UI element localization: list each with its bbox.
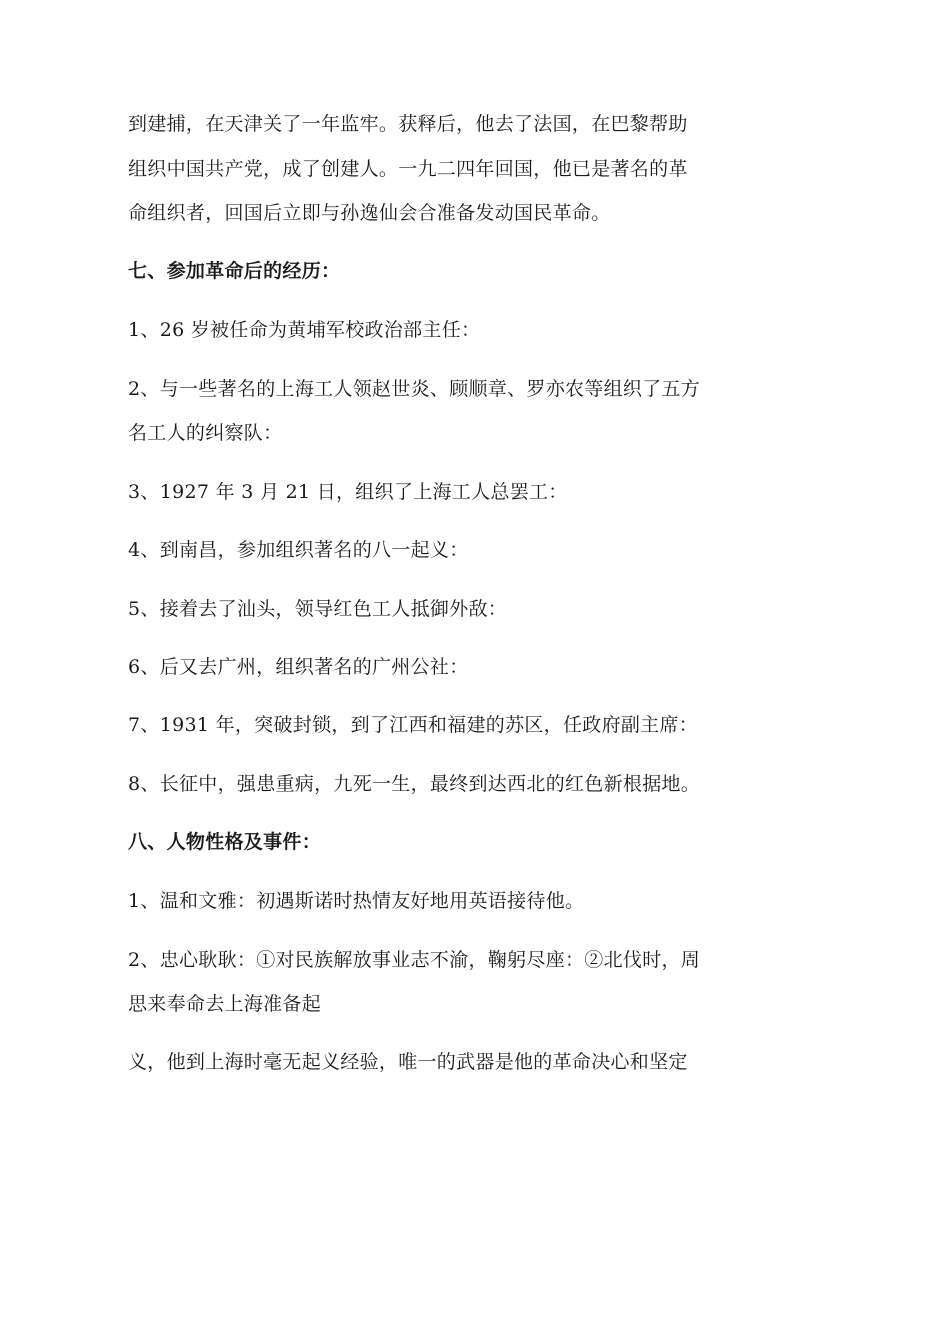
list-item: 1、温和文雅：初遇斯诺时热情友好地用英语接待他。: [128, 890, 585, 912]
list-item: 8、长征中，强患重病，九死一生，最终到达西北的红色新根据地。: [128, 773, 701, 795]
text-line: 到建捕，在天津关了一年监牢。获释后，他去了法国，在巴黎帮助: [128, 113, 688, 135]
list-item-continuation: 名工人的纠察队：: [128, 422, 283, 444]
list-item: 4、到南昌，参加组织著名的八一起义：: [128, 539, 469, 561]
list-item: 7、1931 年，突破封锁，到了江西和福建的苏区，任政府副主席：: [128, 714, 699, 736]
list-item-continuation: 义，他到上海时毫无起义经验，唯一的武器是他的革命决心和坚定: [128, 1051, 688, 1073]
list-item: 5、接着去了汕头，领导红色工人抵御外敌：: [128, 598, 508, 620]
text-line: 组织中国共产党，成了创建人。一九二四年回国，他已是著名的革: [128, 158, 688, 180]
list-item: 2、与一些著名的上海工人领赵世炎、顾顺章、罗亦农等组织了五方: [128, 378, 701, 400]
section-heading: 八、人物性格及事件：: [128, 831, 322, 853]
list-item: 3、1927 年 3 月 21 日，组织了上海工人总罢工：: [128, 481, 568, 503]
list-item: 2、忠心耿耿：①对民族解放事业志不渝，鞠躬尽座：②北伐时，周: [128, 949, 701, 971]
section-heading: 七、参加革命后的经历：: [128, 260, 341, 282]
list-item: 6、后又去广州，组织著名的广州公社：: [128, 656, 469, 678]
list-item-continuation: 思来奉命去上海准备起: [128, 993, 322, 1015]
text-line: 命组织者，回国后立即与孙逸仙会合准备发动国民革命。: [128, 202, 611, 224]
list-item: 1、26 岁被任命为黄埔军校政治部主任：: [128, 319, 481, 341]
